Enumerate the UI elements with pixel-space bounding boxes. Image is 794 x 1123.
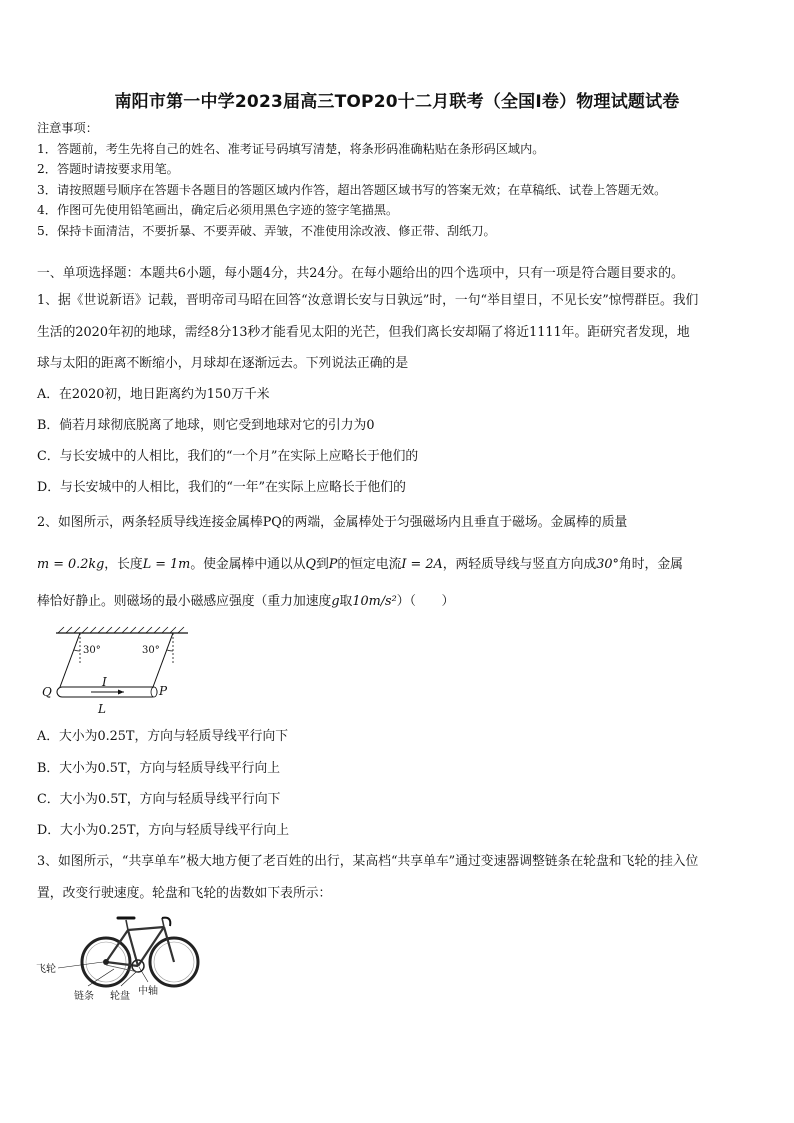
option-letter: A．大小为 (37, 729, 98, 744)
q2-gravity-symbol: g (331, 594, 340, 609)
q2-text: ，长度 (104, 557, 143, 572)
option-letter: D．大小为 (37, 823, 99, 838)
q2-text: ）（ ） (396, 594, 455, 609)
right-wire (153, 633, 173, 687)
chain-leader (88, 969, 114, 986)
q3-stem-line-1: 3、如图所示，“共享单车”极大地方便了老百姓的出行，某高档“共享单车”通过变速器调整链条在轮盘和飞轮的挂入位 (37, 854, 699, 869)
note-item-4: 4．作图可先使用铅笔画出，确定后必须用黑色字迹的签字笔描黑。 (37, 203, 399, 217)
stem (162, 918, 164, 927)
q3-bicycle-figure (36, 910, 206, 1005)
q1-stem-line-1: 1、据《世说新语》记载，晋明帝司马昭在回答“汝意谓长安与日孰远”时，一句“举目望日，不见长安”惊愕群臣。我们 (37, 293, 699, 308)
note-item-5: 5．保持卡面清洁，不要折暴、不要弄破、弄皱，不准使用涂改液、修正带、刮纸刀。 (37, 224, 496, 238)
ceiling-hatching (58, 627, 184, 633)
q1-stem-line-2: 生活的2020年初的地球，需经8分13秒才能看见太阳的光芒，但我们离长安却隔了将近1111年。距研究者发现，地 (37, 325, 690, 340)
length-label: L (98, 702, 106, 716)
note-item-2: 2．答题时请按要求用笔。 (37, 162, 179, 176)
page-title: 南阳市第一中学2023届高三TOP20十二月联考（全国Ⅰ卷）物理试题试卷 (114, 92, 680, 112)
q2-stem-line-3 (37, 593, 454, 610)
right-angle-label: 30° (142, 645, 160, 656)
q2-rod-figure (36, 625, 196, 720)
q1-option-b: B．倘若月球彻底脱离了地球，则它受到地球对它的引力为0 (37, 418, 375, 433)
note-item-3: 3．请按照题号顺序在答题卡各题目的答题区域内作答，超出答题区域书写的答案无效；在草稿纸、试卷上答题无效。 (37, 183, 667, 197)
chain-label: 链条 (74, 991, 94, 1002)
q2-text: 取 (339, 594, 353, 609)
q2-stem-line-1: 2、如图所示，两条轻质导线连接金属棒PQ的两端，金属棒处于匀强磁场内且垂直于磁场。金属棒的质量 (37, 515, 628, 530)
q2-angle: 30° (596, 557, 619, 572)
q1-option-d: D．与长安城中的人相比，我们的“一年”在实际上应略长于他们的 (37, 480, 406, 495)
chainring-label: 轮盘 (110, 991, 130, 1002)
option-text: ，方向与轻质导线平行向上 (126, 761, 281, 776)
option-letter: B．大小为 (37, 761, 98, 776)
option-letter: C．大小为 (37, 792, 98, 807)
option-text: ，方向与轻质导线平行向下 (126, 792, 281, 807)
q2-point-p: P (328, 557, 338, 572)
current-label: I (102, 675, 107, 689)
q2-stem-line-2 (37, 556, 683, 573)
left-angle-arc (74, 650, 80, 651)
flywheel-leader (58, 962, 103, 968)
q1-option-a: A．在2020初，地日距离约为150万千米 (37, 387, 270, 402)
flywheel-label: 飞轮 (36, 964, 56, 975)
q2-text: 到 (316, 557, 329, 572)
q2-option-d (37, 822, 289, 839)
q2-text: 的恒定电流 (337, 557, 402, 572)
q2-mass-formula: m = 0.2kg (37, 557, 105, 572)
q2-option-c (37, 791, 280, 808)
option-value: 0.25T (98, 823, 136, 838)
left-wire (60, 633, 80, 687)
end-label-p: P (159, 684, 168, 698)
q1-option-c: C．与长安城中的人相比，我们的“一个月”在实际上应略长于他们的 (37, 449, 419, 464)
left-angle-label: 30° (83, 645, 101, 656)
axle-label: 中轴 (138, 986, 158, 997)
q2-length-formula: L = 1m (142, 557, 191, 572)
option-text: ，方向与轻质导线平行向下 (134, 729, 289, 744)
option-value: 0.5T (97, 792, 127, 807)
notes-heading: 注意事项： (37, 121, 98, 135)
q2-gravity-value: 10m/s² (352, 594, 397, 609)
q3-stem-line-2: 置，改变行驶速度。轮盘和飞轮的齿数如下表所示： (37, 886, 332, 901)
q2-current-formula: I = 2A (401, 557, 443, 572)
note-item-1: 1．答题前，考生先将自己的姓名、准考证号码填写清楚，将条形码准确粘贴在条形码区域内。 (37, 142, 545, 156)
right-angle-arc (167, 650, 173, 651)
flywheel (103, 959, 109, 965)
q2-option-a (37, 728, 288, 745)
option-value: 0.5T (97, 761, 127, 776)
section-heading: 一、单项选择题：本题共6小题，每小题4分，共24分。在每小题给出的四个选项中，只有一项是符合题目要求的。 (37, 266, 684, 281)
q2-point-q: Q (305, 557, 316, 572)
seat-post (126, 920, 128, 930)
q1-stem-line-3: 球与太阳的距离不断缩小，月球却在逐渐远去。下列说法正确的是 (37, 356, 409, 371)
option-text: ，方向与轻质导线平行向上 (135, 823, 290, 838)
end-label-q: Q (42, 685, 52, 699)
option-value: 0.25T (97, 729, 135, 744)
q2-text: 棒恰好静止。则磁场的最小磁感应强度（重力加速度 (37, 594, 332, 609)
rod-end-p (151, 687, 157, 697)
q2-text: ，两轻质导线与竖直方向成 (442, 557, 597, 572)
q2-option-b (37, 760, 280, 777)
q2-text: 。使金属棒中通以从 (190, 557, 306, 572)
q2-text: 角时，金属 (618, 557, 683, 572)
